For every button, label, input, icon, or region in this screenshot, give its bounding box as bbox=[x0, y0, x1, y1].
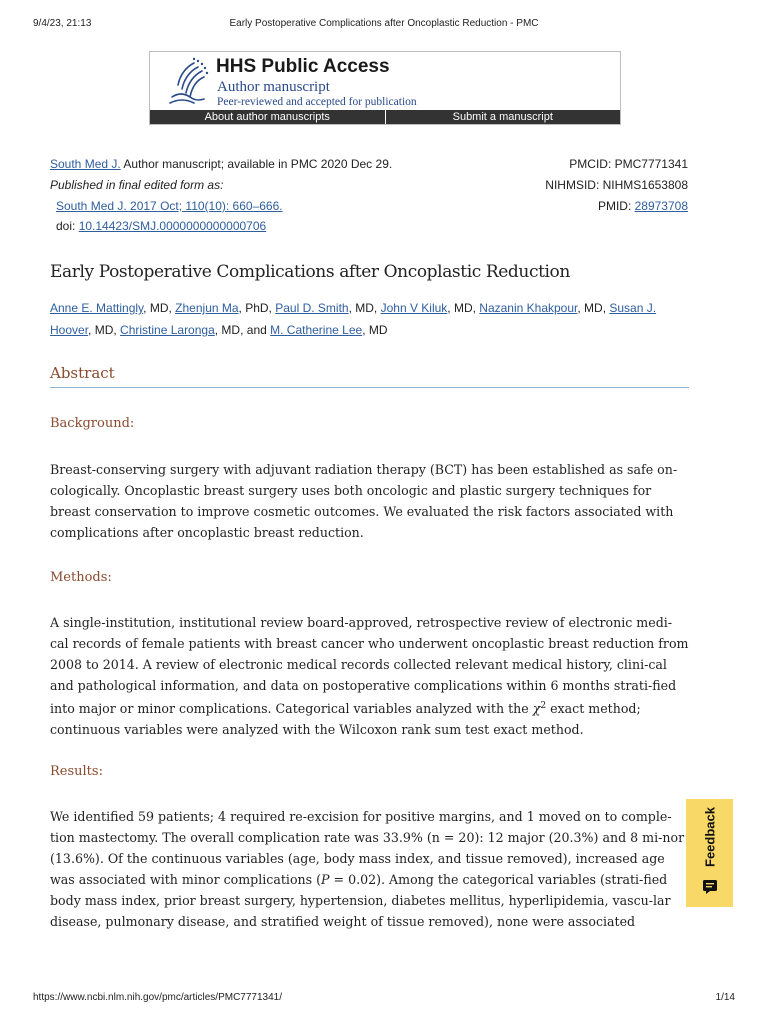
availability-text: Author manuscript; available in PMC 2020 Dec 29. bbox=[120, 157, 393, 171]
citation-line-1 bbox=[50, 157, 688, 171]
feedback-button[interactable] bbox=[686, 799, 733, 907]
results-text-continued: = 0.02). Among the categorical variables (strati-fied body mass index, prior breast surgery, hypertension, diabetes mellitus, hyperlipidemia, vascu-lar disease, pulmonary disease, and stratified weight of tissue removed), none were associated bbox=[50, 872, 671, 929]
author-link[interactable]: Zhenjun Ma bbox=[175, 301, 239, 315]
author-link[interactable]: Nazanin Khakpour bbox=[479, 301, 578, 315]
author-degree: , MD, and bbox=[214, 323, 271, 337]
print-url: https://www.ncbi.nlm.nih.gov/pmc/articles/PMC7771341/ bbox=[33, 992, 282, 1003]
author-degree: , MD bbox=[362, 323, 388, 337]
article-title: Early Postoperative Complications after Oncoplastic Reduction bbox=[50, 262, 570, 282]
author-link[interactable]: M. Catherine Lee bbox=[270, 323, 363, 337]
hhs-eagle-logo-icon bbox=[164, 57, 210, 109]
pmid-link[interactable]: 28973708 bbox=[634, 199, 688, 213]
background-heading: Background: bbox=[50, 416, 135, 431]
banner-subtitle-2: Peer-reviewed and accepted for publication bbox=[217, 96, 417, 108]
doi-label: doi: bbox=[56, 219, 79, 233]
print-page-title: Early Postoperative Complications after Oncoplastic Reduction - PMC bbox=[229, 18, 539, 29]
citation-line-2 bbox=[50, 178, 688, 192]
banner-link-bar bbox=[150, 110, 620, 124]
nihmsid: NIHMSID: NIHMS1653808 bbox=[545, 178, 688, 192]
author-degree: , MD, bbox=[577, 301, 610, 315]
author-degree: , MD, bbox=[88, 323, 121, 337]
pmid-label: PMID: bbox=[597, 199, 635, 213]
author-link[interactable]: Paul D. Smith bbox=[275, 301, 349, 315]
author-link[interactable]: Susan J. Hoover bbox=[50, 301, 657, 337]
background-paragraph: Breast-conserving surgery with adjuvant radiation therapy (BCT) has been established as safe on-cologically. Oncoplastic breast surgery uses both oncologic and plastic surgery techniques for breast conservation to improve cosmetic outcomes. We evaluated the risk factors associated with complications after oncoplastic breast reduction. bbox=[50, 462, 678, 540]
banner-subtitle: Author manuscript bbox=[217, 79, 330, 95]
print-date: 9/4/23, 21:13 bbox=[33, 18, 92, 29]
author-degree: , PhD, bbox=[238, 301, 276, 315]
methods-heading: Methods: bbox=[50, 570, 112, 585]
p-value-symbol: P bbox=[321, 872, 330, 887]
about-author-manuscripts-link[interactable]: About author manuscripts bbox=[204, 111, 330, 123]
journal-link[interactable]: South Med J. bbox=[50, 157, 121, 171]
abstract-divider bbox=[50, 387, 689, 388]
methods-paragraph bbox=[50, 612, 690, 740]
published-label: Published in final edited form as: bbox=[50, 178, 224, 192]
submit-manuscript-link[interactable]: Submit a manuscript bbox=[385, 110, 621, 124]
chi-superscript: 2 bbox=[540, 701, 547, 711]
citation-line-3 bbox=[56, 199, 688, 213]
feedback-icon bbox=[702, 879, 718, 895]
methods-text-continued: exact method; continuous variables were analyzed with the Wilcoxon rank sum test exact method. bbox=[50, 701, 641, 738]
chi-symbol: χ bbox=[532, 701, 541, 717]
results-heading: Results: bbox=[50, 764, 103, 779]
pmid bbox=[598, 199, 688, 213]
hhs-public-access-banner bbox=[149, 51, 621, 125]
author-link[interactable]: John V Kiluk bbox=[380, 301, 448, 315]
author-link[interactable]: Christine Laronga bbox=[120, 323, 215, 337]
results-paragraph bbox=[50, 806, 686, 932]
abstract-heading: Abstract bbox=[50, 364, 115, 382]
author-degree: , MD, bbox=[348, 301, 381, 315]
page-number: 1/14 bbox=[715, 992, 735, 1003]
banner-title: HHS Public Access bbox=[216, 56, 390, 77]
author-degree: , MD, bbox=[143, 301, 176, 315]
author-list bbox=[50, 297, 690, 341]
pmcid: PMCID: PMC7771341 bbox=[569, 157, 688, 171]
citation-line-4 bbox=[56, 219, 688, 233]
author-link[interactable]: Anne E. Mattingly bbox=[50, 301, 144, 315]
author-degree: , MD, bbox=[447, 301, 480, 315]
feedback-label: Feedback bbox=[702, 807, 718, 867]
methods-text: A single-institution, institutional review board-approved, retrospective review of electronic medi-cal records of female patients with breast cancer who underwent oncoplastic breast reduction from 2008 to 2014. A review of electronic medical records collected relevant medical history, clini-cal and pathological information, and data on postoperative complications within 6 months strati-fied into major or minor complications. Categorical variables analyzed with the bbox=[50, 615, 689, 717]
doi-link[interactable]: 10.14423/SMJ.0000000000000706 bbox=[78, 219, 267, 233]
results-text: We identified 59 patients; 4 required re-excision for positive margins, and 1 moved on to comple-tion mastectomy. The overall complication rate was 33.9% (n = 20): 12 major (20.3%) and 8 mi-nor (13.6%). Of the continuous variables (age, body mass index, and tissue removed), increased age was associated with minor complications ( bbox=[50, 809, 685, 887]
final-citation-link[interactable]: South Med J. 2017 Oct; 110(10): 660–666. bbox=[56, 199, 283, 213]
